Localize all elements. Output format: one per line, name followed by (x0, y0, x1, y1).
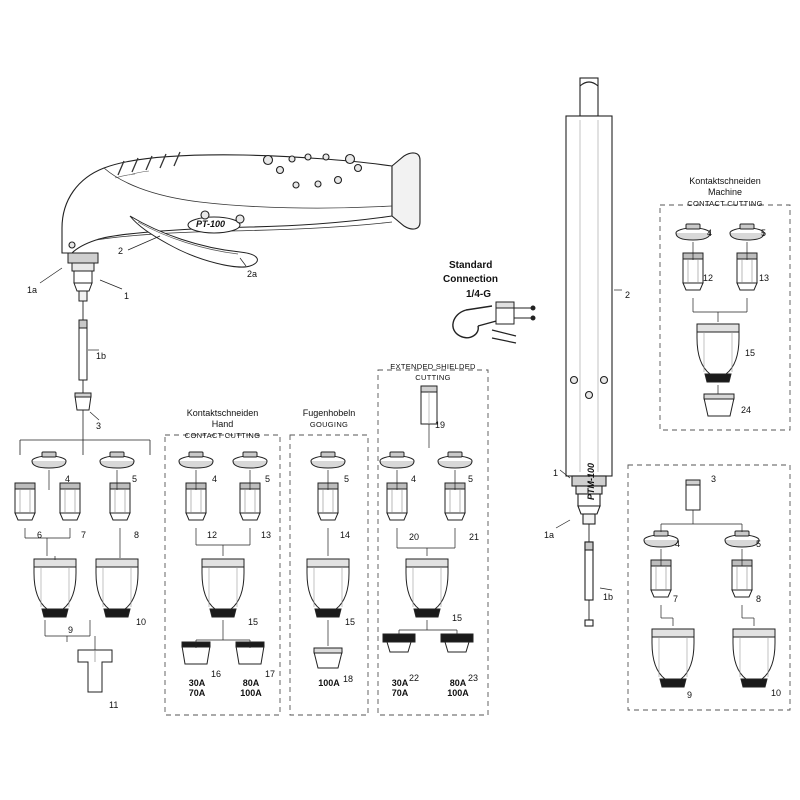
callout-rb-5: 5 (756, 539, 762, 549)
callout-rb-10: 10 (771, 688, 782, 698)
group-title-line3: GOUGING (309, 420, 349, 429)
amp-line1: 30A (188, 678, 206, 688)
callout-right-1a: 1a (544, 530, 555, 540)
group-title-line2: Hand (211, 419, 234, 429)
amp-line1: 80A (449, 678, 467, 688)
callout-left-3: 3 (96, 421, 102, 431)
callout-rb-9: 9 (687, 690, 693, 700)
callout-ext-19: 19 (435, 420, 446, 430)
group-title-gouging (290, 408, 368, 430)
callout-left-10: 10 (136, 617, 147, 627)
amp-line2: 70A (188, 688, 206, 698)
callout-hand-17: 17 (265, 669, 276, 679)
callout-left-5: 5 (132, 474, 138, 484)
callout-rb-7: 7 (673, 594, 679, 604)
amp-label-30-70-hand (176, 678, 218, 698)
callout-left-6: 6 (37, 530, 43, 540)
callout-gouging-14: 14 (340, 530, 351, 540)
callout-ext-22: 22 (409, 673, 420, 683)
amp-line1: 80A (242, 678, 260, 688)
callout-rb-4: 4 (675, 539, 681, 549)
amp-line1: 30A (391, 678, 409, 688)
group-title-extended-shielded-cutting (373, 361, 493, 383)
callout-mach-4: 4 (707, 228, 713, 238)
amp-line2: 70A (391, 688, 409, 698)
callout-left-9: 9 (68, 625, 74, 635)
group-title-line3: CONTACT CUTTING (184, 431, 261, 440)
callout-left-8: 8 (134, 530, 140, 540)
callout-gouging-18: 18 (343, 674, 354, 684)
group-title-contact-cutting-hand (165, 408, 280, 441)
group-title-line1: Fugenhobeln (302, 408, 356, 418)
callout-ext-5: 5 (468, 474, 474, 484)
callout-left-11: 11 (109, 700, 119, 710)
callout-ext-21: 21 (469, 532, 480, 542)
standard-connection-line1: Standard (449, 260, 493, 271)
callout-hand-15: 15 (248, 617, 259, 627)
callout-right-1: 1 (553, 468, 559, 478)
group-title-line1: Kontaktschneiden (689, 176, 761, 186)
amp-line1: 100A (318, 678, 340, 688)
callout-hand-13: 13 (261, 530, 272, 540)
callout-gouging-5: 5 (344, 474, 350, 484)
callout-gouging-15: 15 (345, 617, 356, 627)
amp-line2: 100A (447, 688, 469, 698)
standard-connection-line2: Connection (443, 274, 498, 285)
callout-ext-4: 4 (411, 474, 417, 484)
callout-mach-13: 13 (759, 273, 770, 283)
callout-left-2: 2 (118, 246, 124, 256)
callout-hand-5: 5 (265, 474, 271, 484)
callout-left-7: 7 (81, 530, 87, 540)
callout-rb-8: 8 (756, 594, 762, 604)
callout-hand-4: 4 (212, 474, 218, 484)
group-title-line1: Kontaktschneiden (186, 408, 259, 418)
amp-label-80-100-hand (229, 678, 273, 698)
callout-ext-15: 15 (452, 613, 463, 623)
callout-right-3: 3 (711, 474, 717, 484)
group-title-line3: EXTENDED SHIELDED CUTTING (390, 362, 476, 382)
callout-hand-16: 16 (211, 669, 222, 679)
callout-left-4: 4 (65, 474, 71, 484)
callout-right-2: 2 (625, 290, 631, 300)
callout-mach-5: 5 (761, 228, 767, 238)
callout-left-1: 1 (124, 291, 130, 301)
torch-label-pt100: PT-100 (196, 219, 226, 229)
amp-line2: 100A (240, 688, 262, 698)
group-title-line2: Machine (707, 187, 743, 197)
callout-left-1b: 1b (96, 351, 107, 361)
callout-mach-15: 15 (745, 348, 756, 358)
group-title-contact-cutting-machine (655, 176, 795, 209)
callout-mach-12: 12 (703, 273, 714, 283)
torch-label-ptm100: PTM-100 (586, 462, 596, 500)
callout-hand-12: 12 (207, 530, 218, 540)
group-title-line3: CONTACT CUTTING (687, 199, 763, 208)
callout-mach-24: 24 (741, 405, 752, 415)
callout-right-1b: 1b (603, 592, 614, 602)
callout-left-2a: 2a (247, 269, 258, 279)
callout-ext-23: 23 (468, 673, 479, 683)
callout-ext-20: 20 (409, 532, 420, 542)
standard-connection-line3: 1/4-G (466, 289, 492, 300)
callout-left-1a: 1a (27, 285, 38, 295)
